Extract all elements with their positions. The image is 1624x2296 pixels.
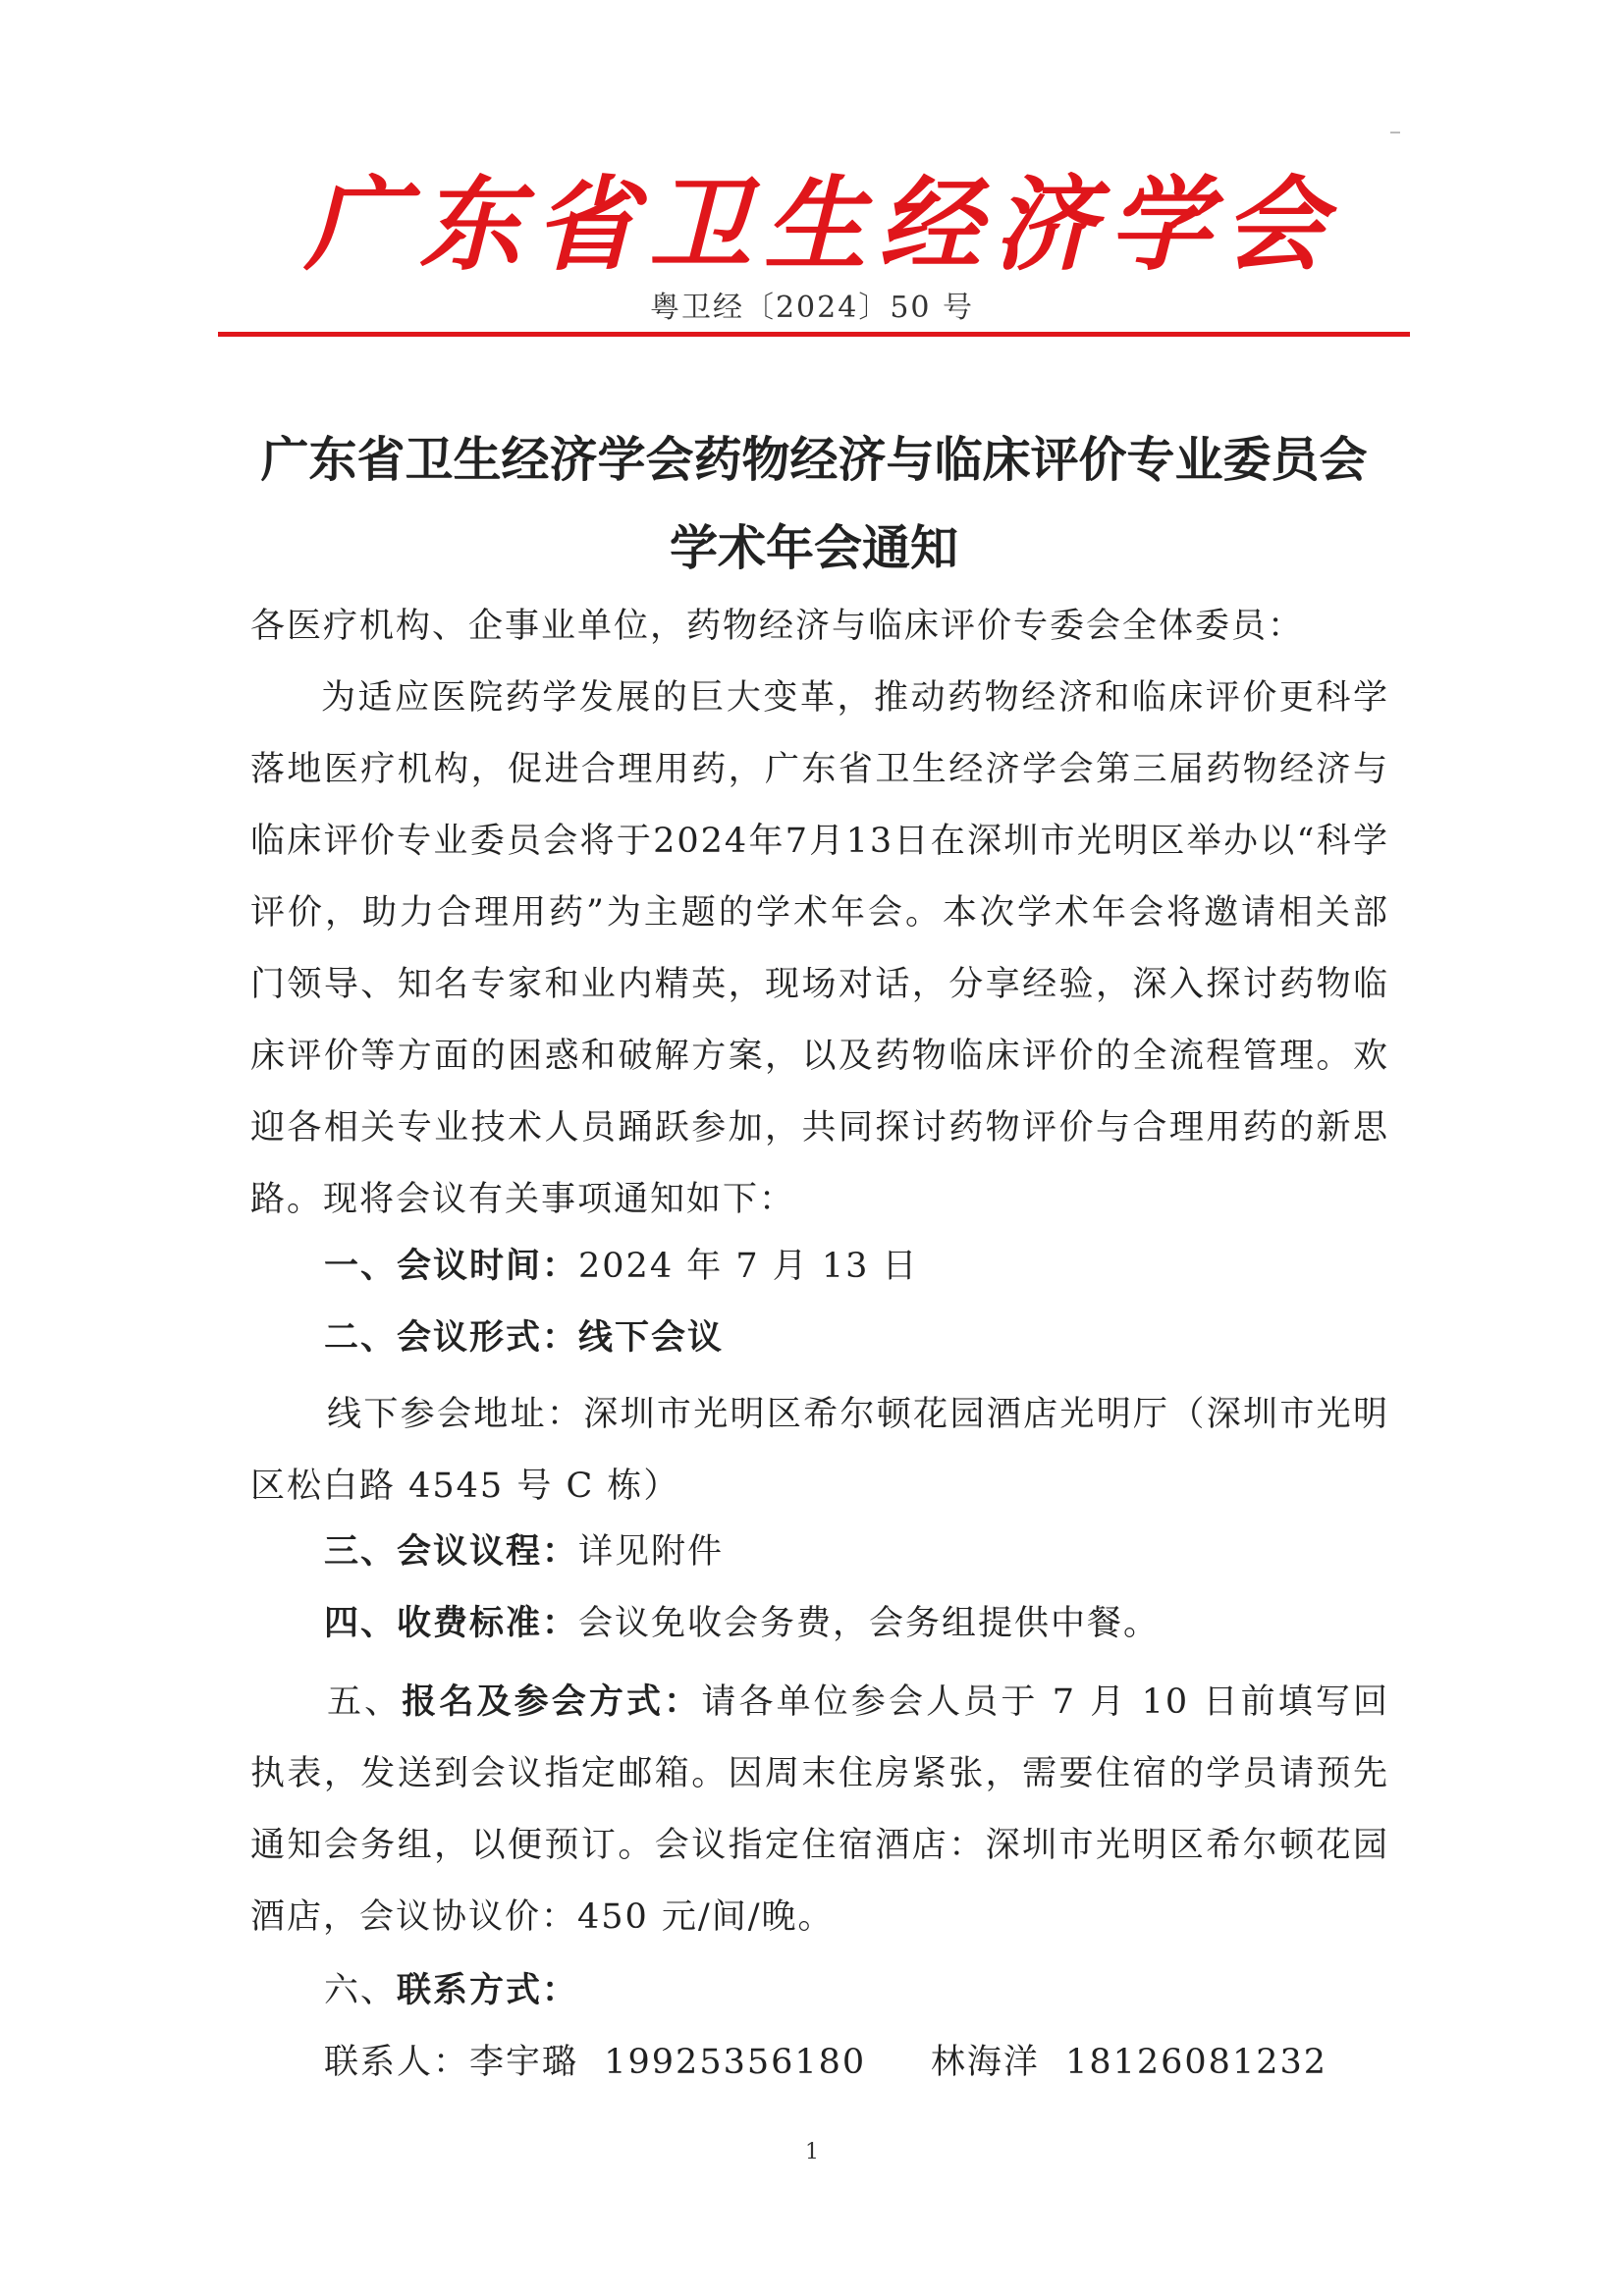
letterhead-char: 济 — [993, 164, 1096, 285]
registration-paragraph — [250, 1666, 1389, 1953]
contact-line: 联系人：李宇璐 19925356180 林海洋 18126081232 — [324, 2043, 1328, 2082]
meeting-format — [324, 1310, 724, 1360]
letterhead-char: 卫 — [648, 164, 751, 285]
meeting-agenda-value: 详见附件 — [578, 1532, 725, 1572]
registration-value: 请各单位参会人员于 7 月 10 日前填写回执表，发送到会议指定邮箱。因周末住房紧张，需要住宿的学员请预先通知会务组，以便预订。会议指定住宿酒店：深圳市光明区希尔顿花园酒店，会议协议价：450 元/间/晚。 — [250, 1682, 1389, 1937]
letterhead-char: 生 — [763, 164, 866, 285]
contact-heading — [324, 1963, 578, 2012]
salutation: 各医疗机构、企事业单位，药物经济与临床评价专委会全体委员： — [250, 607, 1305, 646]
letterhead-char: 广 — [304, 164, 407, 285]
page-number: 1 — [805, 2140, 819, 2164]
meeting-time — [324, 1239, 919, 1288]
page-title-line-1: 广东省卫生经济学会药物经济与临床评价专业委员会 — [260, 432, 1368, 488]
registration-label: 报名及参会方式： — [402, 1682, 702, 1722]
meeting-address: 线下参会地址：深圳市光明区希尔顿花园酒店光明厅（深圳市光明区松白路 4545 号 C 栋） — [250, 1395, 1389, 1506]
page-title-line-2: 学术年会通知 — [669, 520, 958, 576]
intro-paragraph: 为适应医院药学发展的巨大变革，推动药物经济和临床评价更科学落地医疗机构，促进合理用药，广东省卫生经济学会第三届药物经济与临床评价专业委员会将于2024年7月13日在深圳市光明区举办以“科学评价，助力合理用药”为主题的学术年会。本次学术年会将邀请相关部门领导、知名专家和业内精英，现场对话，分享经验，深入探讨药物临床评价等方面的困惑和破解方案，以及药物临床评价的全流程管理。欢迎各相关专业技术人员踊跃参加，共同探讨药物评价与合理用药的新思路。现将会议有关事项通知如下： — [250, 678, 1389, 1219]
meeting-format-label: 二、会议形式：线下会议 — [324, 1317, 725, 1358]
contact-prefix: 六、 — [324, 1971, 398, 2010]
page-corner-mark — [1390, 132, 1400, 133]
contact-label: 联系方式： — [397, 1970, 579, 2010]
registration-prefix: 五、 — [327, 1682, 403, 1722]
meeting-time-value: 2024 年 7 月 13 日 — [578, 1247, 919, 1286]
header-divider — [218, 332, 1410, 337]
fee-standard — [324, 1596, 1160, 1645]
letterhead-char: 学 — [1108, 164, 1211, 285]
organization-letterhead — [304, 147, 1326, 285]
fee-standard-label: 四、收费标准： — [324, 1603, 579, 1643]
letterhead-char: 省 — [533, 164, 636, 285]
letterhead-char: 经 — [878, 164, 981, 285]
letterhead-char: 东 — [418, 164, 521, 285]
meeting-agenda-label: 三、会议议程： — [324, 1531, 579, 1572]
document-number: 粤卫经〔2024〕50 号 — [649, 291, 975, 325]
meeting-time-label: 一、会议时间： — [324, 1246, 579, 1286]
fee-standard-value: 会议免收会务费，会务组提供中餐。 — [578, 1604, 1161, 1643]
letterhead-char: 会 — [1222, 164, 1326, 285]
meeting-agenda — [324, 1524, 724, 1574]
